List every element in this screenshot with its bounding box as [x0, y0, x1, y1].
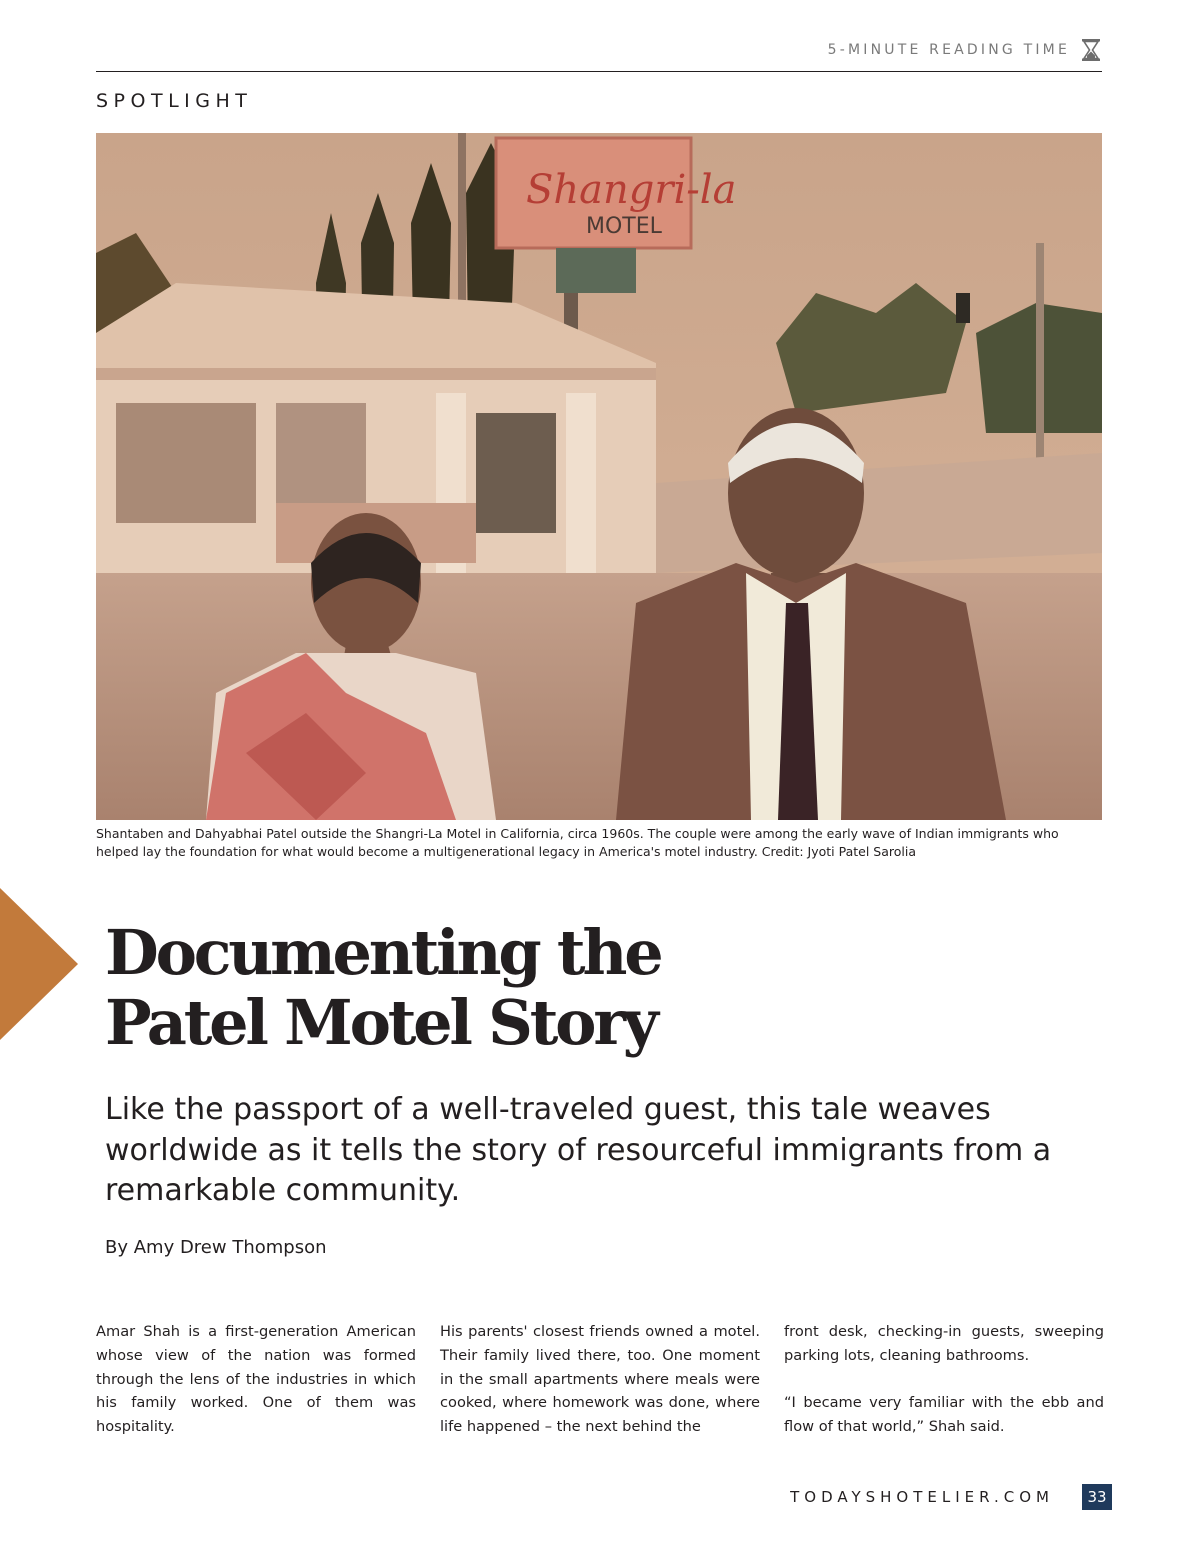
article-body	[96, 1320, 1104, 1439]
headline-line-1: Documenting the	[105, 916, 661, 989]
accent-arrow-shape	[0, 888, 78, 1040]
body-paragraph: “I became very familiar with the ebb and flow of that world,” Shah said.	[784, 1394, 1104, 1436]
byline: By Amy Drew Thompson	[105, 1237, 327, 1258]
page-footer	[790, 1484, 1112, 1510]
photo-caption: Shantaben and Dahyabhai Patel outside the Shangri-La Motel in California, circa 1960s. The couple were among the early wave of Indian immigrants who helped lay the foundation for what would become a multigenerational legacy in America's motel industry. Credit: Jyoti Patel Sarolia	[96, 826, 1059, 859]
body-paragraph: His parents' closest friends owned a motel. Their family lived there, too. One moment in the small apartments where meals were cooked, where homework was done, where life happened – the next behind the	[440, 1323, 760, 1436]
body-paragraph: front desk, checking-in guests, sweeping parking lots, cleaning bathrooms.	[784, 1323, 1104, 1364]
hourglass-icon	[1080, 38, 1102, 62]
headline-line-2: Patel Motel Story	[105, 986, 656, 1059]
body-paragraph: Amar Shah is a first-generation American whose view of the nation was formed through the lens of the industries in which his family worked. One of them was hospitality.	[96, 1323, 416, 1436]
page-number-badge: 33	[1082, 1484, 1112, 1510]
footer-site-link[interactable]: TODAYSHOTELIER.COM	[790, 1488, 1054, 1506]
reading-time-label: 5-MINUTE READING TIME	[827, 42, 1070, 58]
body-column-3	[784, 1320, 1104, 1439]
reading-time	[828, 38, 1102, 62]
article-headline	[105, 918, 805, 1058]
body-column-2	[440, 1320, 760, 1439]
hero-photo	[96, 133, 1102, 820]
body-column-1	[96, 1320, 416, 1439]
section-label: SPOTLIGHT	[96, 90, 253, 112]
article-dek: Like the passport of a well-traveled guest, this tale weaves worldwide as it tells the story of resourceful immigrants from a remarkable community.	[105, 1092, 1052, 1208]
motel-photo-illustration	[96, 133, 1102, 820]
header-rule	[96, 71, 1102, 72]
sign-text: MOTEL	[586, 214, 662, 239]
sign-script: Shangri-la	[526, 167, 737, 213]
